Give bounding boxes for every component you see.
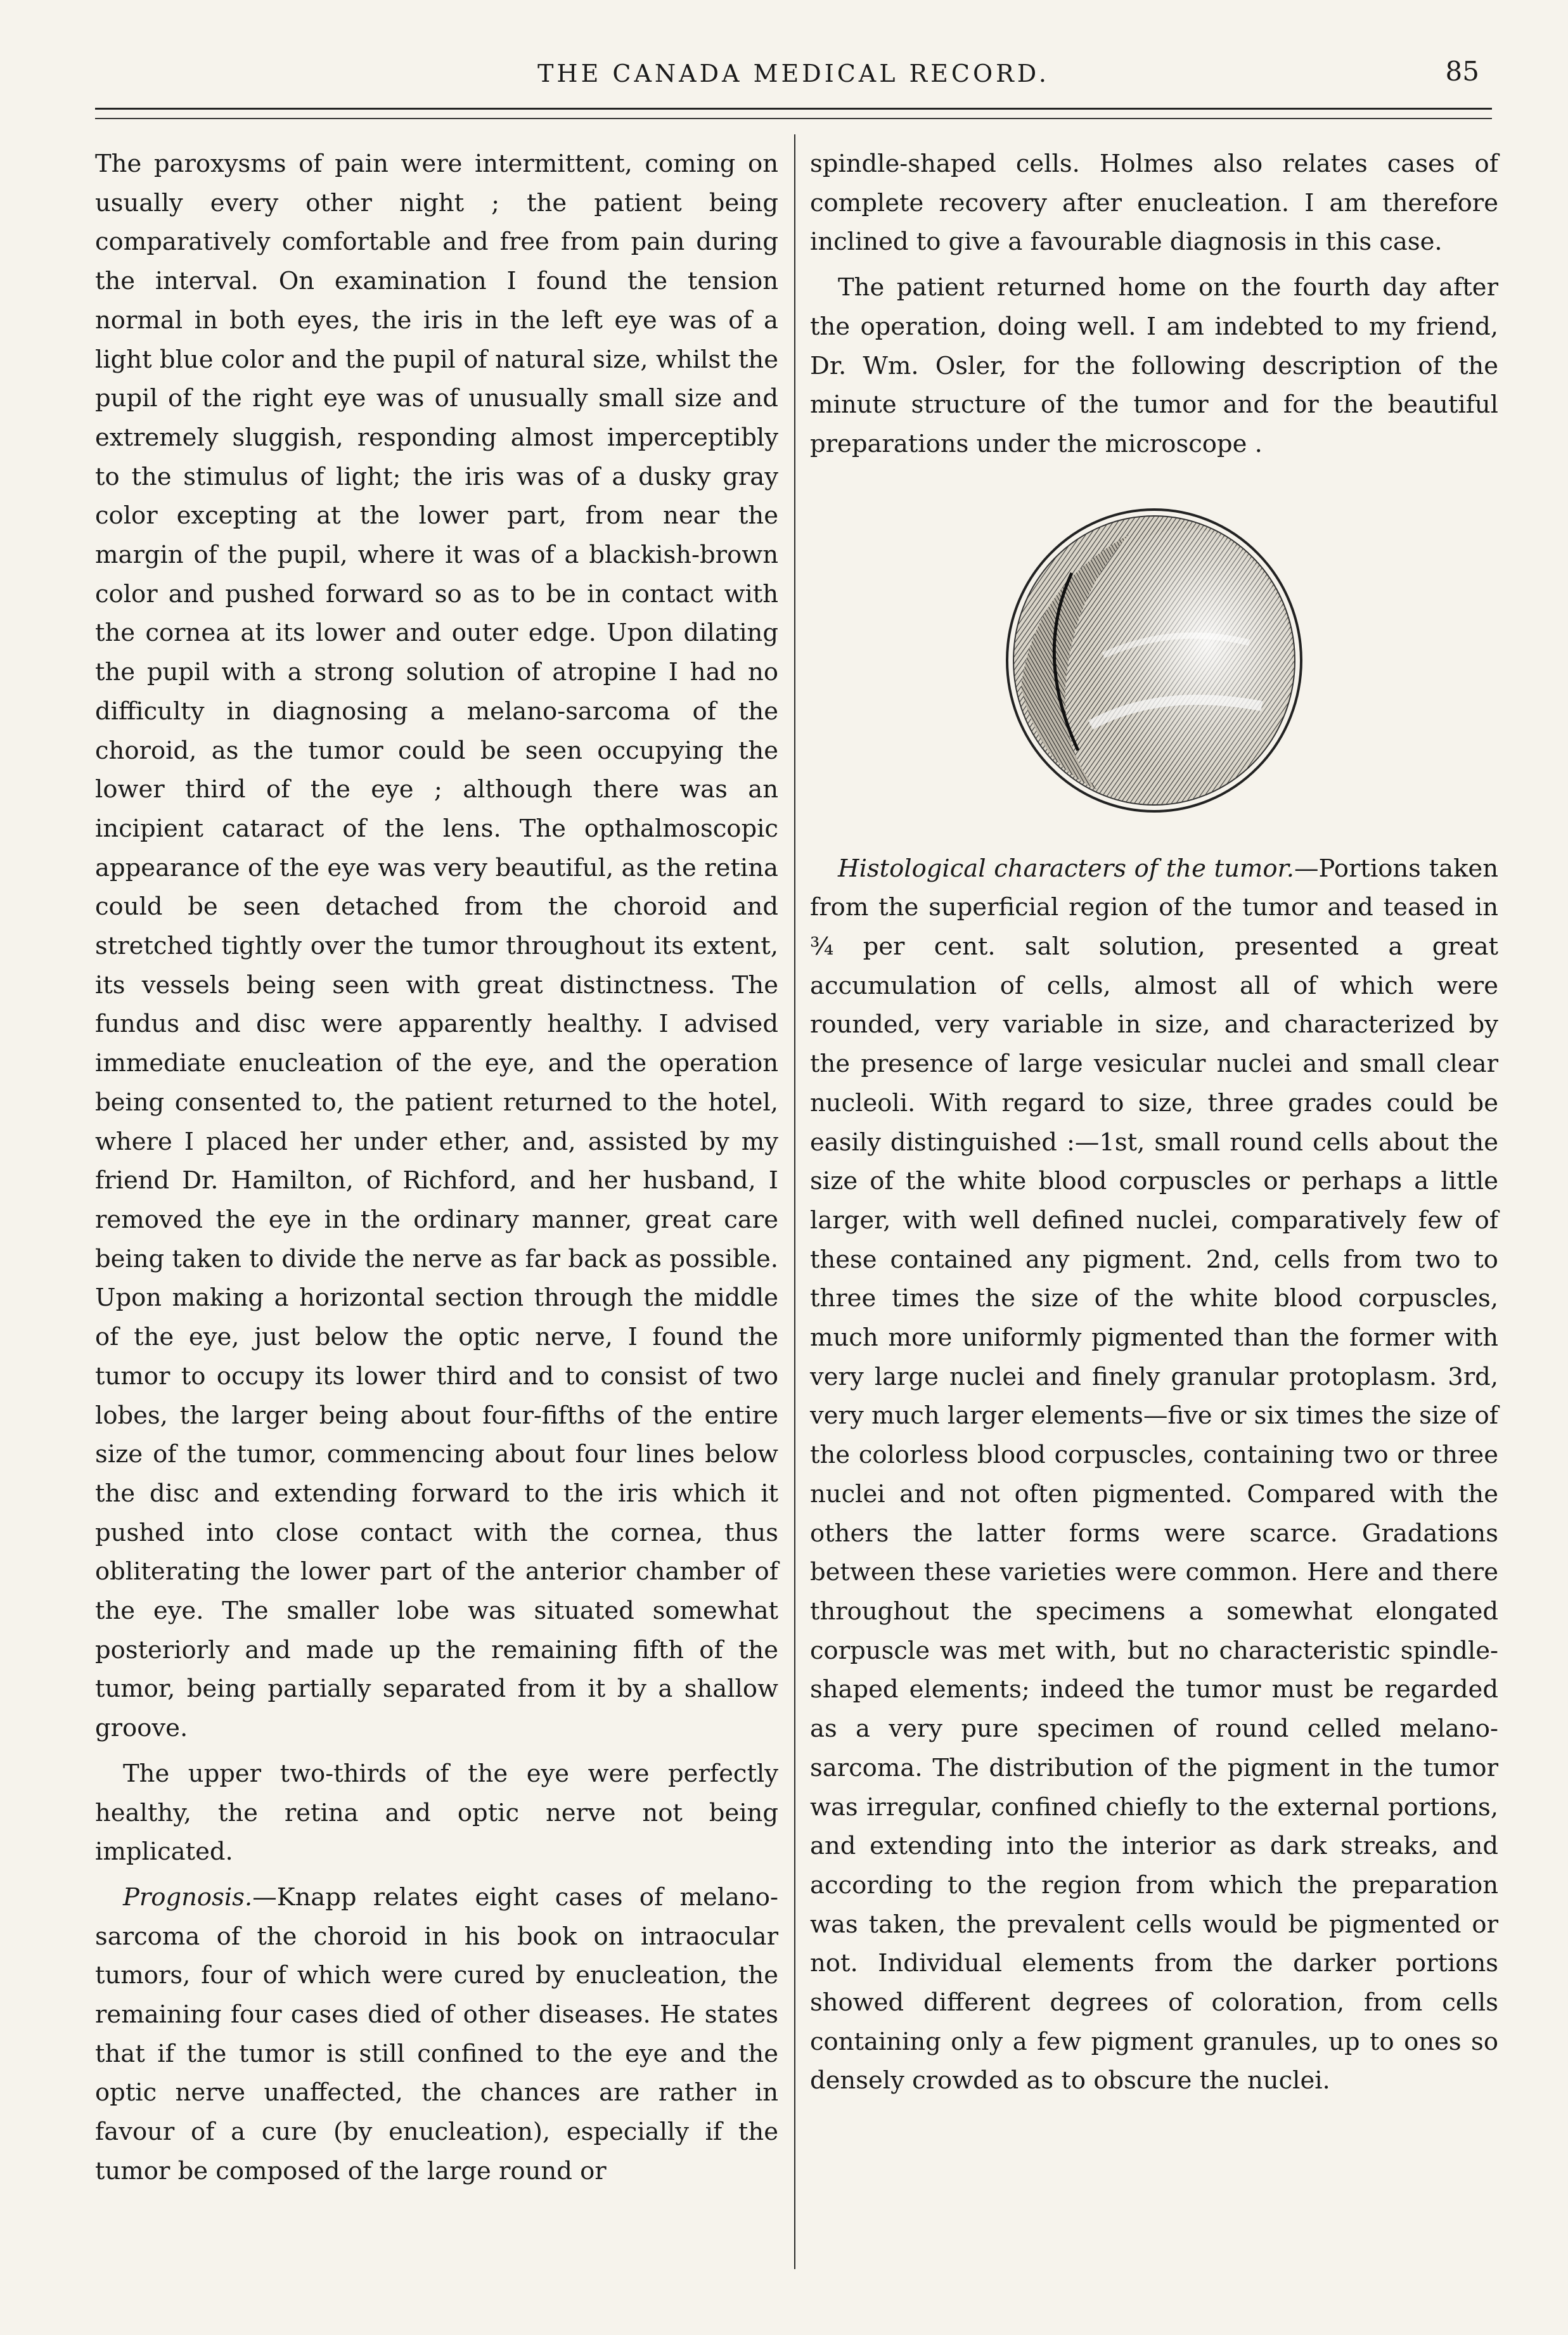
right-column [810,145,1498,2100]
journal-title: THE CANADA MEDICAL RECORD. [537,60,1050,87]
prognosis-paragraph [95,1878,778,2191]
recovery-paragraph: spindle-shaped cells. Holmes also relates cases of complete recovery after enucleation. I am therefore inclined to give a favourable diagnosis in this case. [810,150,1498,257]
left-column [95,145,778,2191]
tumor-illustration [996,497,1313,814]
histology-paragraph [810,849,1498,2101]
page-number: 85 [1445,56,1479,87]
prognosis-text: —Knapp relates eight cases of melano-sarcoma of the choroid in his book on intraocular tumors, four of which were cured by enucleation, the remaining four cases died of other diseases. He states that if the tumor is still confined to the eye and the optic nerve unaffected, the chances are rather in favour of a cure (by enucleation), especially if the tumor be composed of the large round or [95,1882,778,2185]
column-divider [794,134,795,2269]
header-rule-bottom [95,118,1492,119]
running-head [95,56,1492,94]
acknowledgement-paragraph: The patient returned home on the fourth day after the operation, doing well. I am indebted to my friend, Dr. Wm. Osler, for the following description of the minute structure of the tumor and for the beautiful preparations under the microscope . [810,273,1498,458]
healthy-eye-paragraph: The upper two-thirds of the eye were perfectly healthy, the retina and optic nerve not being implicated. [95,1759,778,1867]
eye-section-drawing [996,497,1313,814]
prognosis-heading: Prognosis. [123,1882,253,1912]
histology-heading: Histological characters of the tumor. [838,854,1294,883]
header-rule-top [95,108,1492,110]
histology-text: —Portions taken from the superficial region of the tumor and teased in ¾ per cent. salt solution, presented a great accumulation of cells, almost all of which were rounded, very variable in size, and characterized by the presence of large vesicular nuclei and small clear nucleoli. With regard to size, three grades could be easily distinguished :—1st, small round cells about the size of the white blood corpuscles or perhaps a little larger, with well defined nuclei, comparatively few of these contained any pigment. 2nd, cells from two to three times the size of the white blood corpuscles, much more uniformly pigmented than the former with very large nuclei and finely granular protoplasm. 3rd, very much larger elements—five or six times the size of the colorless blood corpuscles, containing two or three nuclei and not often pigmented. Compared with the others the latter forms were scarce. Gradations between these varieties were common. Here and there throughout the specimens a somewhat elongated corpuscle was met with, but no characteristic spindle-shaped elements; indeed the tumor must be regarded as a very pure specimen of round celled melano-sarcoma. The distribution of the pigment in the tumor was irregular, confined chiefly to the external portions, and extending into the interior as dark streaks, and according to the region from which the preparation was taken, the prevalent cells would be pigmented or not. Individual elements from the darker portions showed different degrees of coloration, from cells containing only a few pigment granules, up to ones so densely crowded as to obscure the nuclei. [810,854,1498,2095]
case-description-paragraph: The paroxysms of pain were intermittent, coming on usually every other night ; the patient being comparatively comfortable and free from pain during the interval. On examination I found the tension normal in both eyes, the iris in the left eye was of a light blue color and the pupil of natural size, whilst the pupil of the right eye was of unusually small size and extremely sluggish, responding almost imperceptibly to the stimulus of light; the iris was of a dusky gray color excepting at the lower part, from near the margin of the pupil, where it was of a blackish-brown color and pushed forward so as to be in contact with the cornea at its lower and outer edge. Upon dilating the pupil with a strong solution of atropine I had no difficulty in diagnosing a melano-sarcoma of the choroid, as the tumor could be seen occupying the lower third of the eye ; although there was an incipient cataract of the lens. The opthalmoscopic appearance of the eye was very beautiful, as the retina could be seen detached from the choroid and stretched tightly over the tumor throughout its extent, its vessels being seen with great distinctness. The fundus and disc were apparently healthy. I advised immediate enucleation of the eye, and the operation being consented to, the patient returned to the hotel, where I placed her under ether, and, assisted by my friend Dr. Hamilton, of Richford, and her husband, I removed the eye in the ordinary manner, great care being taken to divide the nerve as far back as possible. Upon making a horizontal section through the middle of the eye, just below the optic nerve, I found the tumor to occupy its lower third and to consist of two lobes, the larger being about four-fifths of the entire size of the tumor, commencing about four lines below the disc and extending forward to the iris which it pushed into close contact with the cornea, thus obliterating the lower part of the anterior chamber of the eye. The smaller lobe was situated somewhat posteriorly and made up the remaining fifth of the tumor, being partially separated from it by a shallow groove. [95,150,778,1743]
